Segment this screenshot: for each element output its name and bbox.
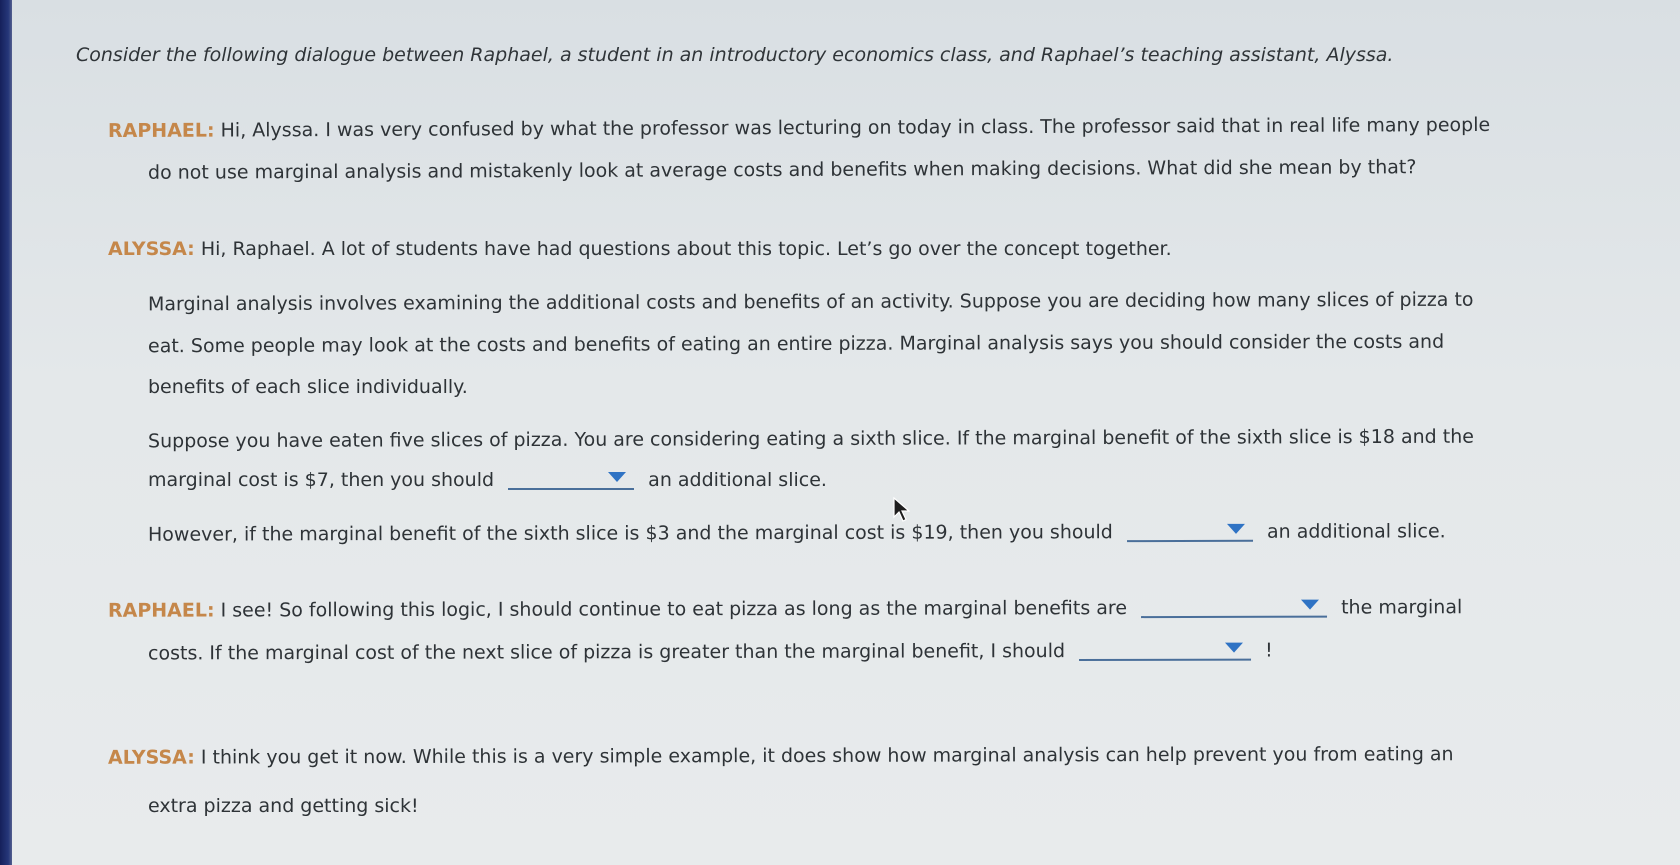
speaker-alyssa: ALYSSA: (108, 238, 195, 260)
paragraph2-line-1: Suppose you have eaten five slices of pizza. You are considering eating a sixth slice. If the marginal benefit of the sixth slice is $18 and the (147, 425, 1474, 453)
window-left-edge (0, 0, 12, 865)
alyssa-text-1: Hi, Raphael. A lot of students have had questions about this topic. Let’s go over the concept together. (200, 238, 1172, 260)
raphael2-line2-before: costs. If the marginal cost of the next slice of pizza is greater than the marginal benefit, I should (147, 640, 1066, 665)
dropdown-4[interactable] (1079, 637, 1251, 661)
question-content (12, 0, 1680, 865)
raphael-text-1: Hi, Alyssa. I was very confused by what the professor was lecturing on today in class. The professor said that in real life many people (220, 113, 1491, 142)
raphael2-text-after: the marginal (1341, 596, 1463, 619)
dropdown-1[interactable] (508, 466, 634, 490)
dropdown-2[interactable] (1127, 518, 1253, 542)
raphael2-text-before: I see! So following this logic, I should continue to eat pizza as long as the marginal benefits are (220, 597, 1128, 622)
raphael-line-1 (108, 114, 1490, 142)
raphael2-line2-after: ! (1265, 639, 1273, 662)
alyssa2-text-1: I think you get it now. While this is a very simple example, it does show how marginal analysis can help prevent you from eating an (200, 743, 1454, 769)
paragraph3-text-before: However, if the marginal benefit of the sixth slice is $3 and the marginal cost is $19, then you should (147, 521, 1113, 546)
paragraph1-line-1: Marginal analysis involves examining the additional costs and benefits of an activity. Suppose you are deciding how many slices of pizza to (147, 288, 1474, 316)
raphael2-line-2 (148, 637, 1273, 665)
paragraph1-line-3: benefits of each slice individually. (148, 376, 468, 398)
alyssa-line-1 (108, 238, 1172, 260)
mouse-pointer-icon (892, 497, 910, 523)
dropdown-3[interactable] (1141, 594, 1327, 618)
raphael2-line-1 (108, 593, 1462, 622)
paragraph1-line-2: eat. Some people may look at the costs and benefits of eating an entire pizza. Marginal analysis says you should consider the costs and (147, 330, 1445, 358)
dropdown-1-caret-icon (608, 472, 626, 482)
alyssa2-line-1 (108, 743, 1454, 769)
alyssa2-line-2: extra pizza and getting sick! (148, 795, 419, 817)
dropdown-2-caret-icon (1227, 524, 1245, 534)
raphael-line-2: do not use marginal analysis and mistakenly look at average costs and benefits when making decisions. What did she mean by that? (147, 156, 1417, 184)
speaker-raphael-2: RAPHAEL: (107, 599, 215, 622)
intro-text: Consider the following dialogue between Raphael, a student in an introductory economics class, and Raphael’s teaching assistant, Alyssa. (76, 44, 1394, 66)
dropdown-4-caret-icon (1225, 643, 1243, 653)
paragraph2-line-2 (148, 466, 827, 491)
paragraph3-line (148, 517, 1446, 545)
paragraph2-text-after: an additional slice. (648, 469, 827, 491)
dropdown-3-caret-icon (1301, 600, 1319, 610)
speaker-raphael: RAPHAEL: (107, 119, 215, 143)
paragraph3-text-after: an additional slice. (1266, 520, 1446, 543)
speaker-alyssa-2: ALYSSA: (107, 746, 195, 769)
paragraph2-text-before: marginal cost is $7, then you should (148, 469, 495, 491)
